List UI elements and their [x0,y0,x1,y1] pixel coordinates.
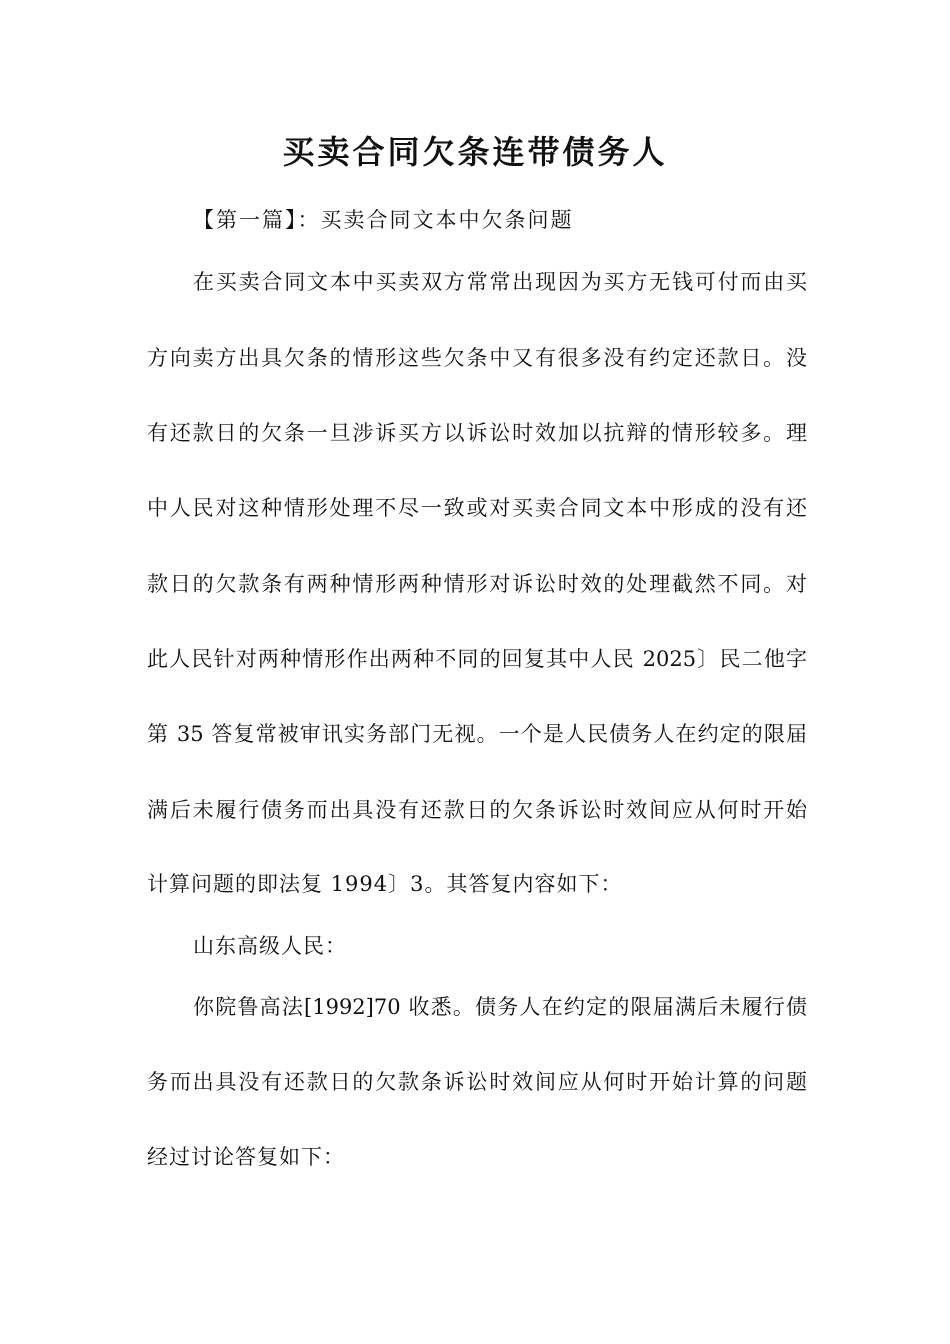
paragraph-1-line-4: 中人民对这种情形处理不尽一致或对买卖合同文本中形成的没有还 [147,496,807,520]
paragraph-2-line-3: 经过讨论答复如下： [147,1145,345,1169]
paragraph-1-line-1: 在买卖合同文本中买卖双方常常出现因为买方无钱可付而由买 [193,270,807,294]
document-title: 买卖合同欠条连带债务人 [282,133,668,171]
paragraph-1-line-7: 第 35 答复常被审讯实务部门无视。一个是人民债务人在约定的限届 [147,722,807,746]
paragraph-1-line-5: 款日的欠款条有两种情形两种情形对诉讼时效的处理截然不同。对 [147,572,807,596]
paragraph-1-line-9: 计算问题的即法复 1994〕3。其答复内容如下： [147,872,623,896]
paragraph-1-line-2: 方向卖方出具欠条的情形这些欠条中又有很多没有约定还款日。没 [147,346,807,370]
paragraph-1-line-3: 有还款日的欠条一旦涉诉买方以诉讼时效加以抗辩的情形较多。理 [147,421,807,445]
paragraph-2-line-2: 务而出具没有还款日的欠款条诉讼时效间应从何时开始计算的问题 [147,1070,807,1094]
paragraph-1-line-6: 此人民针对两种情形作出两种不同的回复其中人民 2025〕民二他字 [147,647,807,671]
paragraph-2-line-1: 你院鲁高法[1992]70 收悉。债务人在约定的限届满后未履行债 [193,995,807,1019]
section-heading: 【第一篇】：买卖合同文本中欠条问题 [193,208,574,232]
paragraph-1-line-8: 满后未履行债务而出具没有还款日的欠条诉讼时效间应从何时开始 [147,798,807,822]
addressee-line: 山东高级人民： [193,934,347,958]
